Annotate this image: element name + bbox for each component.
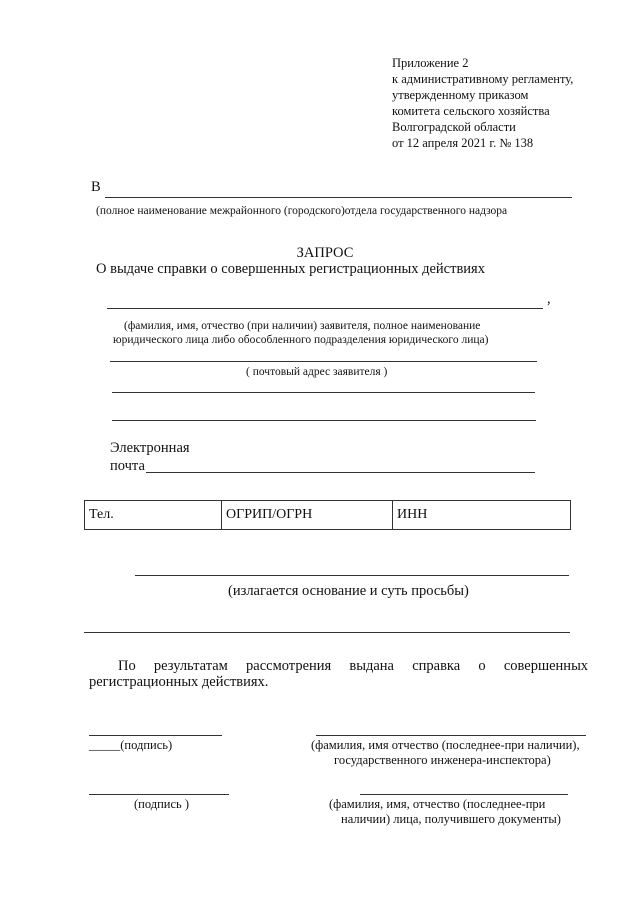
reason-field-line-2[interactable] [84,632,570,633]
request-subtitle: О выдаче справки о совершенных регистрационных действиях [96,261,485,277]
ogrn-label: ОГРИП/ОГРН [226,507,313,522]
reason-caption: (излагается основание и суть просьбы) [228,583,469,599]
address-caption: ( почтовый адрес заявителя ) [246,366,388,378]
appendix-line: комитета сельского хозяйства [392,104,550,118]
recipient-name-caption: наличии) лица, получившего документы) [341,812,561,826]
appendix-line: Волгоградской области [392,120,516,134]
appendix-line: Приложение 2 [392,56,469,70]
result-word: рассмотрения [246,658,332,674]
recipient-name-line[interactable] [360,794,568,795]
inn-cell[interactable] [393,501,571,530]
phone-cell[interactable] [85,501,222,530]
inspector-name-line[interactable] [316,735,586,736]
applicant-caption: (фамилия, имя, отчество (при наличии) заявителя, полное наименование [124,320,481,332]
result-word: справка [412,658,461,674]
reason-field-line[interactable] [135,575,569,576]
appendix-line: к административному регламенту, [392,72,574,86]
inn-label: ИНН [397,507,428,522]
addressee-caption: (полное наименование межрайонного (городского)отдела государственного надзора [96,205,508,217]
addressee-prefix: В [91,179,101,195]
inspector-name-caption: (фамилия, имя отчество (последнее-при наличии), [311,738,580,752]
appendix-line: от 12 апреля 2021 г. № 138 [392,136,534,150]
result-line-2: регистрационных действиях. [89,674,269,690]
request-title: ЗАПРОС [296,245,354,261]
ids-table [84,500,571,530]
email-label: почта [110,458,145,474]
recipient-signature-caption: (подпись ) [134,797,190,811]
inspector-signature-caption: _____(подпись) [89,738,173,752]
inspector-name-caption: государственного инженера-инспектора) [334,753,551,767]
applicant-field-line[interactable] [107,308,543,309]
result-line-1 [118,658,588,675]
phone-label: Тел. [89,507,114,522]
recipient-signature-line[interactable] [89,794,229,795]
result-word: выдана [349,658,394,674]
result-word: совершенных [503,658,589,674]
recipient-name-caption: (фамилия, имя, отчество (последнее-при [329,797,546,811]
inspector-signature-line[interactable] [89,735,222,736]
applicant-comma: , [547,291,551,307]
result-word: результатам [153,658,228,674]
appendix-block [392,55,573,151]
result-word: По [118,658,136,674]
ogrn-cell[interactable] [222,501,393,530]
appendix-line: утвержденному приказом [392,88,529,102]
email-label: Электронная [110,440,190,456]
address-field-line-3[interactable] [112,420,536,421]
addressee-field-line[interactable] [105,197,572,198]
address-field-line[interactable] [110,361,537,362]
applicant-caption: юридического лица либо обособленного подразделения юридического лица) [113,334,489,346]
email-field-line[interactable] [146,472,535,473]
address-field-line-2[interactable] [112,392,535,393]
result-word: о [478,658,486,674]
